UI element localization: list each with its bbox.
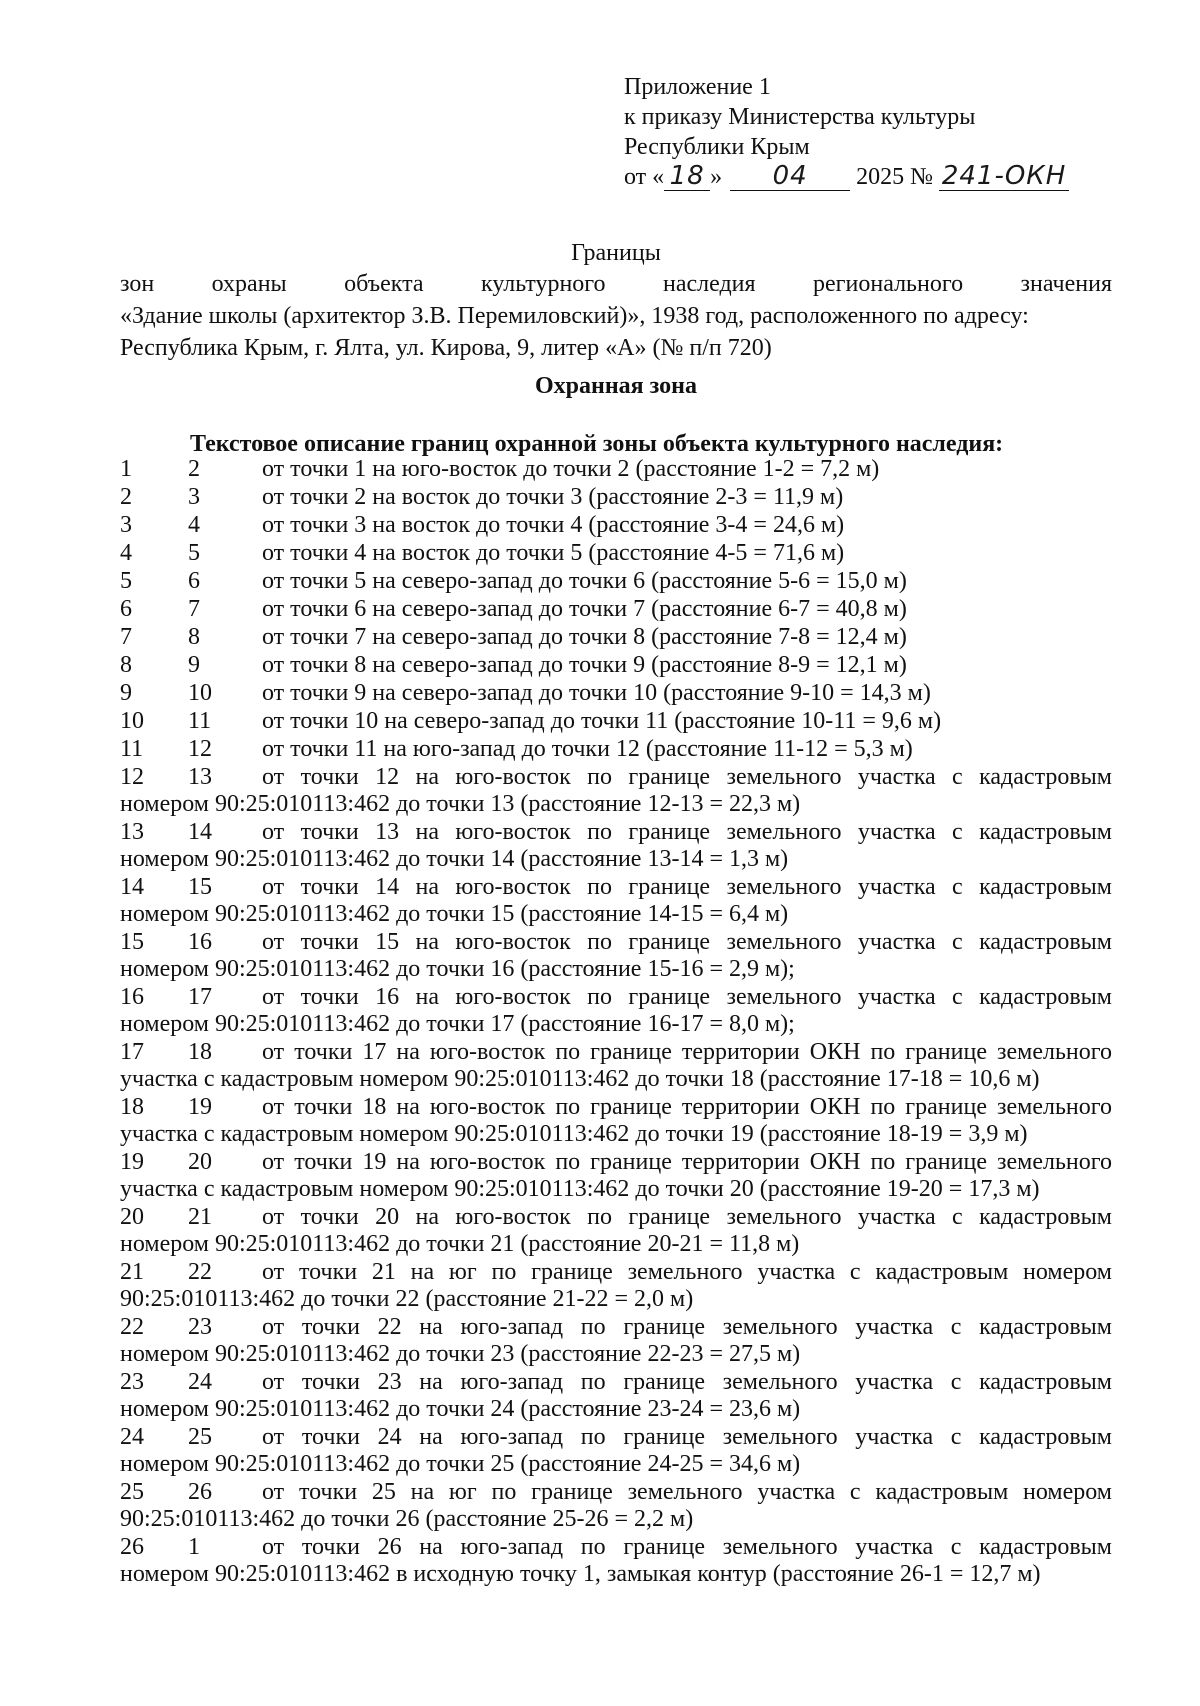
boundary-row: [120, 873, 1112, 928]
row-first-line: [120, 928, 1112, 956]
segment-description-continued: номером 90:25:010113:462 до точки 17 (расстояние 16-17 = 8,0 м);: [120, 1011, 795, 1037]
segment-description: от точки 19 на юго-восток по границе территории ОКН по границе земельного: [262, 1149, 1112, 1175]
year-and-number-label: 2025 №: [856, 164, 934, 190]
point-to: 12: [188, 736, 212, 762]
segment-description: от точки 16 на юго-восток по границе земельного участка с кадастровым: [262, 984, 1112, 1010]
segment-description: от точки 4 на восток до точки 5 (расстояние 4-5 = 71,6 м): [262, 540, 845, 566]
handwritten-day: 18: [664, 164, 710, 191]
ministry-region: Республики Крым: [624, 134, 810, 160]
boundary-row: [120, 928, 1112, 983]
boundary-row: [120, 1038, 1112, 1093]
segment-description: от точки 3 на восток до точки 4 (расстояние 3-4 = 24,6 м): [262, 512, 845, 538]
point-to: 19: [188, 1094, 212, 1120]
boundary-row: [120, 983, 1112, 1038]
point-to: 9: [188, 652, 200, 678]
segment-description-continued: номером 90:25:010113:462 в исходную точку 1, замыкая контур (расстояние 26-1 = 12,7 м): [120, 1561, 1041, 1587]
point-from: 14: [120, 874, 144, 900]
segment-description: от точки 14 на юго-восток по границе земельного участка с кадастровым: [262, 874, 1112, 900]
row-first-line: [120, 1478, 1112, 1506]
point-from: 3: [120, 512, 132, 538]
title-line-2: «Здание школы (архитектор З.В. Перемиловский)», 1938 год, расположенного по адресу:: [120, 303, 1029, 329]
boundary-row: [120, 455, 1112, 483]
segment-description: от точки 9 на северо-запад до точки 10 (расстояние 9-10 = 14,3 м): [262, 680, 931, 706]
row-first-line: [120, 818, 1112, 846]
point-from: 2: [120, 484, 132, 510]
point-from: 23: [120, 1369, 144, 1395]
handwritten-order-number: 241-ОКН: [939, 164, 1069, 191]
boundary-row: [120, 735, 1112, 763]
point-to: 10: [188, 680, 212, 706]
point-to: 7: [188, 596, 200, 622]
segment-description: от точки 12 на юго-восток по границе земельного участка с кадастровым: [262, 764, 1112, 790]
point-to: 25: [188, 1424, 212, 1450]
segment-description: от точки 25 на юг по границе земельного участка с кадастровым номером: [262, 1479, 1112, 1505]
order-reference: к приказу Министерства культуры: [624, 104, 976, 130]
segment-description: от точки 11 на юго-запад до точки 12 (расстояние 11-12 = 5,3 м): [262, 736, 913, 762]
point-from: 21: [120, 1259, 144, 1285]
boundary-row: [120, 483, 1112, 511]
date-prefix: от «: [624, 164, 665, 190]
point-to: 2: [188, 456, 200, 482]
point-to: 17: [188, 984, 212, 1010]
segment-description: от точки 13 на юго-восток по границе земельного участка с кадастровым: [262, 819, 1112, 845]
boundary-row: [120, 1478, 1112, 1533]
point-from: 16: [120, 984, 144, 1010]
segment-description: от точки 23 на юго-запад по границе земельного участка с кадастровым: [262, 1369, 1112, 1395]
boundary-row: [120, 1258, 1112, 1313]
title-line-3: Республика Крым, г. Ялта, ул. Кирова, 9, литер «А» (№ п/п 720): [120, 335, 772, 361]
point-from: 6: [120, 596, 132, 622]
boundary-row: [120, 623, 1112, 651]
segment-description: от точки 10 на северо-запад до точки 11 (расстояние 10-11 = 9,6 м): [262, 708, 942, 734]
segment-description-continued: номером 90:25:010113:462 до точки 16 (расстояние 15-16 = 2,9 м);: [120, 956, 795, 982]
segment-description: от точки 24 на юго-запад по границе земельного участка с кадастровым: [262, 1424, 1112, 1450]
segment-description: от точки 15 на юго-восток по границе земельного участка с кадастровым: [262, 929, 1112, 955]
point-to: 16: [188, 929, 212, 955]
point-to: 8: [188, 624, 200, 650]
point-to: 23: [188, 1314, 212, 1340]
segment-description-continued: номером 90:25:010113:462 до точки 15 (расстояние 14-15 = 6,4 м): [120, 901, 789, 927]
point-from: 13: [120, 819, 144, 845]
point-from: 17: [120, 1039, 144, 1065]
row-first-line: [120, 1038, 1112, 1066]
boundary-row: [120, 763, 1112, 818]
point-from: 22: [120, 1314, 144, 1340]
boundary-row: [120, 1148, 1112, 1203]
title-line-1: зон охраны объекта культурного наследия регионального значения: [120, 271, 1112, 297]
title-heading: Границы: [571, 240, 661, 266]
point-to: 6: [188, 568, 200, 594]
point-to: 4: [188, 512, 200, 538]
segment-description-continued: номером 90:25:010113:462 до точки 25 (расстояние 24-25 = 34,6 м): [120, 1451, 801, 1477]
segment-description-continued: номером 90:25:010113:462 до точки 23 (расстояние 22-23 = 27,5 м): [120, 1341, 801, 1367]
segment-description: от точки 20 на юго-восток по границе земельного участка с кадастровым: [262, 1204, 1112, 1230]
point-from: 24: [120, 1424, 144, 1450]
point-from: 25: [120, 1479, 144, 1505]
point-from: 12: [120, 764, 144, 790]
row-first-line: [120, 763, 1112, 791]
point-from: 15: [120, 929, 144, 955]
point-to: 11: [188, 708, 212, 734]
segment-description-continued: 90:25:010113:462 до точки 26 (расстояние 25-26 = 2,2 м): [120, 1506, 694, 1532]
point-from: 10: [120, 708, 144, 734]
row-first-line: [120, 873, 1112, 901]
point-from: 4: [120, 540, 132, 566]
segment-description-continued: номером 90:25:010113:462 до точки 13 (расстояние 12-13 = 22,3 м): [120, 791, 801, 817]
point-from: 5: [120, 568, 132, 594]
boundary-row: [120, 1533, 1112, 1588]
row-first-line: [120, 1258, 1112, 1286]
handwritten-month: 04: [730, 164, 850, 191]
row-first-line: [120, 1313, 1112, 1341]
boundary-row: [120, 1313, 1112, 1368]
point-to: 14: [188, 819, 212, 845]
segment-description-continued: номером 90:25:010113:462 до точки 14 (расстояние 13-14 = 1,3 м): [120, 846, 789, 872]
point-to: 3: [188, 484, 200, 510]
row-first-line: [120, 1148, 1112, 1176]
segment-description-continued: участка с кадастровым номером 90:25:010113:462 до точки 18 (расстояние 17-18 = 10,6 м): [120, 1066, 1040, 1092]
segment-description-continued: номером 90:25:010113:462 до точки 24 (расстояние 23-24 = 23,6 м): [120, 1396, 801, 1422]
boundary-row: [120, 1203, 1112, 1258]
point-to: 21: [188, 1204, 212, 1230]
boundary-row: [120, 679, 1112, 707]
point-to: 13: [188, 764, 212, 790]
row-first-line: [120, 983, 1112, 1011]
boundary-row: [120, 818, 1112, 873]
document-title: [120, 238, 1112, 364]
segment-description-continued: участка с кадастровым номером 90:25:010113:462 до точки 19 (расстояние 18-19 = 3,9 м): [120, 1121, 1028, 1147]
segment-description: от точки 17 на юго-восток по границе территории ОКН по границе земельного: [262, 1039, 1112, 1065]
point-to: 26: [188, 1479, 212, 1505]
point-to: 5: [188, 540, 200, 566]
point-from: 18: [120, 1094, 144, 1120]
appendix-label: Приложение 1: [624, 74, 771, 100]
segment-description: от точки 26 на юго-запад по границе земельного участка с кадастровым: [262, 1534, 1112, 1560]
boundary-row: [120, 707, 1112, 735]
point-from: 7: [120, 624, 132, 650]
segment-description: от точки 22 на юго-запад по границе земельного участка с кадастровым: [262, 1314, 1112, 1340]
segment-description: от точки 5 на северо-запад до точки 6 (расстояние 5-6 = 15,0 м): [262, 568, 907, 594]
segment-description: от точки 8 на северо-запад до точки 9 (расстояние 8-9 = 12,1 м): [262, 652, 907, 678]
description-subheading: Текстовое описание границ охранной зоны объекта культурного наследия:: [190, 431, 1004, 457]
point-from: 20: [120, 1204, 144, 1230]
boundary-row: [120, 1423, 1112, 1478]
point-from: 19: [120, 1149, 144, 1175]
segment-description: от точки 6 на северо-запад до точки 7 (расстояние 6-7 = 40,8 м): [262, 596, 907, 622]
point-to: 18: [188, 1039, 212, 1065]
segment-description: от точки 7 на северо-запад до точки 8 (расстояние 7-8 = 12,4 м): [262, 624, 907, 650]
row-first-line: [120, 1203, 1112, 1231]
segment-description-continued: номером 90:25:010113:462 до точки 21 (расстояние 20-21 = 11,8 м): [120, 1231, 800, 1257]
point-to: 22: [188, 1259, 212, 1285]
boundary-row: [120, 567, 1112, 595]
boundary-row: [120, 595, 1112, 623]
row-first-line: [120, 1368, 1112, 1396]
point-to: 15: [188, 874, 212, 900]
boundary-row: [120, 539, 1112, 567]
boundary-row: [120, 511, 1112, 539]
approval-block: [624, 72, 1144, 192]
row-first-line: [120, 1093, 1112, 1121]
segment-description: от точки 2 на восток до точки 3 (расстояние 2-3 = 11,9 м): [262, 484, 844, 510]
point-to: 20: [188, 1149, 212, 1175]
boundary-row: [120, 651, 1112, 679]
point-to: 1: [188, 1534, 200, 1560]
segment-description: от точки 1 на юго-восток до точки 2 (расстояние 1-2 = 7,2 м): [262, 456, 880, 482]
boundary-description-list: [120, 455, 1112, 1588]
point-from: 9: [120, 680, 132, 706]
boundary-row: [120, 1093, 1112, 1148]
point-from: 1: [120, 456, 132, 482]
segment-description: от точки 18 на юго-восток по границе территории ОКН по границе земельного: [262, 1094, 1112, 1120]
point-from: 26: [120, 1534, 144, 1560]
row-first-line: [120, 1533, 1112, 1561]
row-first-line: [120, 1423, 1112, 1451]
segment-description-continued: 90:25:010113:462 до точки 22 (расстояние 21-22 = 2,0 м): [120, 1286, 694, 1312]
segment-description: от точки 21 на юг по границе земельного участка с кадастровым номером: [262, 1259, 1112, 1285]
segment-description-continued: участка с кадастровым номером 90:25:010113:462 до точки 20 (расстояние 19-20 = 17,3 м): [120, 1176, 1040, 1202]
point-to: 24: [188, 1369, 212, 1395]
point-from: 8: [120, 652, 132, 678]
order-date-line: [624, 162, 1144, 192]
zone-heading: Охранная зона: [535, 373, 697, 399]
boundary-row: [120, 1368, 1112, 1423]
date-mid: »: [710, 164, 723, 190]
point-from: 11: [120, 736, 144, 762]
